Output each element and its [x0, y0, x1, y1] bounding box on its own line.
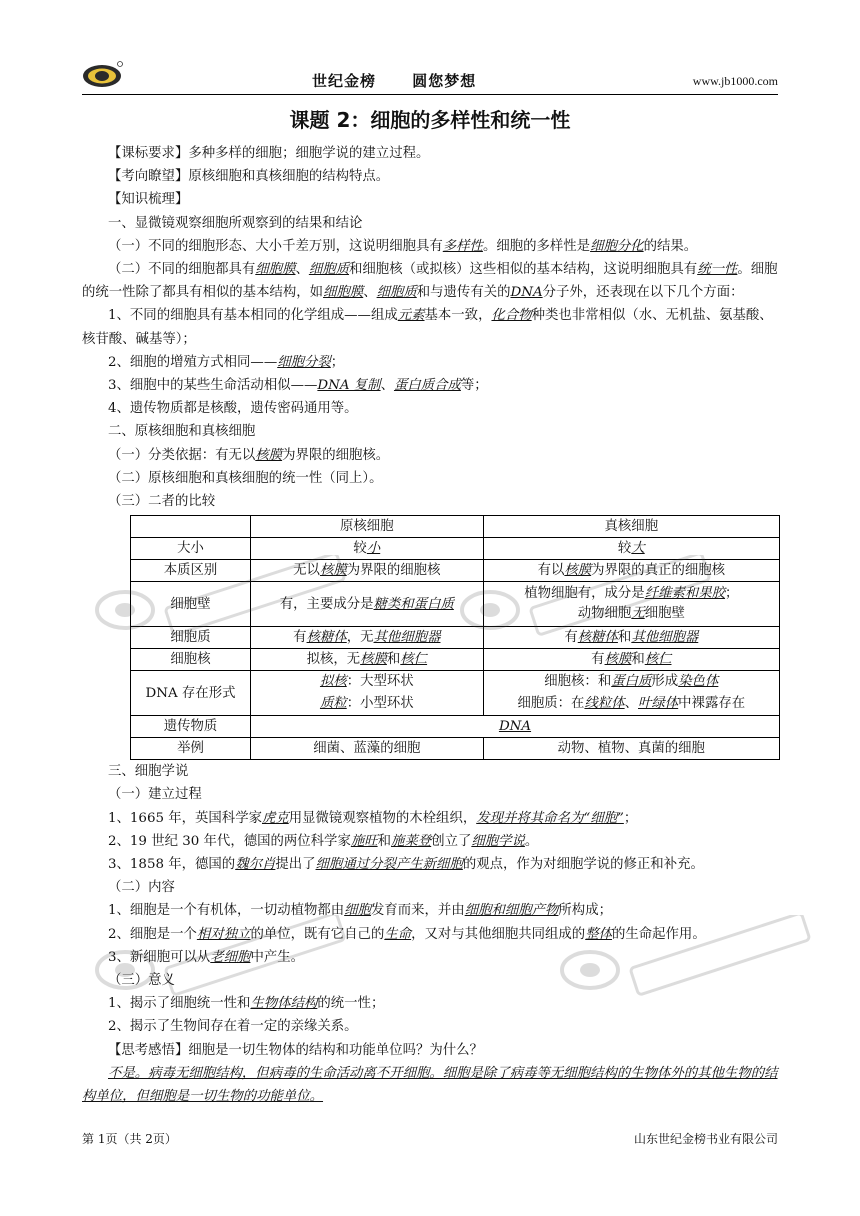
list-item: [82, 374, 778, 397]
text: ；: [623, 810, 638, 826]
requirement-text: 多种多样的细胞；细胞学说的建立过程。: [188, 146, 430, 161]
answer: 生物体结构: [250, 996, 318, 1012]
answer: 细胞通过分裂产生新细胞: [315, 857, 463, 873]
list-item: [82, 923, 778, 946]
brand-logo-icon: [82, 60, 124, 88]
table-header-cell: 真核细胞: [483, 516, 779, 538]
answer: 相对独立: [196, 926, 251, 942]
text: 动物细胞: [577, 606, 632, 622]
answer: 核仁: [644, 652, 672, 668]
answer: DNA: [498, 719, 532, 735]
text: 细胞壁: [644, 606, 685, 622]
text: 为界限的细胞核。: [282, 447, 390, 463]
table-cell: 动物、植物、真菌的细胞: [483, 738, 779, 760]
page-header: [82, 60, 778, 95]
text: ：大型环状: [346, 674, 414, 690]
text: 种类也非常相似（水、无机盐、氨基酸、核苷酸、碱基等）；: [82, 308, 773, 347]
table-header-row: [131, 516, 780, 538]
text: 的观点，作为对细胞学说的修正和补充。: [462, 857, 704, 873]
answer: 蛋白质合成: [393, 378, 461, 394]
list-item: [82, 992, 778, 1015]
table-cell: [251, 671, 484, 716]
row-label: 大小: [131, 538, 251, 560]
text: 和: [617, 630, 632, 646]
table-header-cell: [131, 516, 251, 538]
row-label: 细胞核: [131, 649, 251, 671]
paragraph: （二）原核细胞和真核细胞的统一性（同上）。: [108, 470, 383, 486]
row-label: 细胞质: [131, 627, 251, 649]
header-brand: [312, 70, 506, 91]
text: 和细胞核（或拟核）这些相似的基本结构，这说明细胞具有: [349, 262, 698, 278]
text: 有: [591, 652, 605, 668]
section-heading: 一、显微镜观察细胞所观察到的结果和结论: [108, 215, 363, 231]
text: 无以: [293, 563, 320, 579]
answer: 虎克: [261, 810, 289, 826]
section-heading: 二、原核细胞和真核细胞: [108, 424, 256, 440]
think-question: [82, 1039, 778, 1062]
answer: 核糖体: [306, 630, 347, 646]
text: 较: [353, 541, 367, 557]
answer: 核膜: [319, 563, 347, 579]
text: 较: [617, 541, 632, 557]
row-label: DNA 存在形式: [131, 671, 251, 716]
page-number: 第 1页（共 2页）: [82, 1132, 177, 1146]
text: 等；: [460, 378, 488, 394]
answer: 细胞膜: [255, 262, 296, 278]
answer: 细胞分化: [590, 238, 644, 254]
answer: 老细胞: [210, 949, 251, 965]
table-cell: [251, 627, 484, 649]
answer: 小: [366, 541, 381, 557]
think-question-text: 细胞是一切生物体的结构和功能单位吗？为什么？: [188, 1042, 483, 1058]
table-cell: [251, 649, 484, 671]
text: 的结果。: [643, 238, 698, 254]
document-body: [82, 142, 778, 1108]
answer: 细胞: [344, 903, 371, 919]
text: 3、新细胞可以从: [108, 949, 211, 965]
text: 基本一致，: [424, 308, 492, 324]
table-header-cell: 原核细胞: [251, 516, 484, 538]
answer: 纤维素和果胶: [644, 586, 726, 602]
answer: 核仁: [400, 652, 428, 668]
list-item: [82, 830, 778, 853]
answer: DNA: [510, 285, 543, 301]
text: 2、细胞的增殖方式相同——: [108, 354, 278, 370]
text: 和: [377, 833, 392, 849]
table-cell: [483, 627, 779, 649]
table-row: [131, 716, 780, 738]
answer: 多样性: [442, 238, 483, 254]
text: 的单位，既有它自己的: [250, 926, 385, 942]
text: 拟核，无: [306, 652, 361, 668]
answer: 拟核: [319, 674, 347, 690]
text: 创立了: [431, 833, 472, 849]
comparison-table: [130, 515, 780, 760]
footer-company: 山东世纪金榜书业有限公司: [633, 1132, 778, 1146]
requirement-line: [82, 142, 778, 165]
table-cell: [483, 538, 779, 560]
text: ，无: [346, 630, 374, 646]
row-label: 举例: [131, 738, 251, 760]
paragraph: [82, 258, 778, 304]
list-item: [82, 807, 778, 830]
brand-slogan: 圆您梦想: [412, 72, 477, 90]
text: 1、细胞是一个有机体，一切动植物都由: [108, 903, 345, 919]
text: （二）不同的细胞都具有: [108, 262, 256, 278]
text: 有: [293, 630, 307, 646]
text: 、: [295, 262, 309, 278]
table-row: [131, 582, 780, 627]
paragraph: （三）二者的比较: [108, 494, 216, 510]
answer: 魏尔肖: [235, 857, 276, 873]
answer: 核膜: [604, 652, 632, 668]
text: 。细胞的多样性是: [482, 238, 591, 254]
outlook-text: 原核细胞和真核细胞的结构特点。: [188, 169, 390, 185]
answer: 发现并将其命名为“细胞”: [476, 810, 624, 826]
row-label: 遗传物质: [131, 716, 251, 738]
answer: 核糖体: [577, 630, 618, 646]
answer: 整体: [585, 926, 612, 942]
answer: 细胞质: [376, 285, 417, 301]
table-row: [131, 538, 780, 560]
answer: 蛋白质: [611, 674, 652, 690]
text: 的统一性；: [317, 996, 385, 1012]
text: 3、细胞中的某些生命活动相似——: [108, 378, 318, 394]
text: 为界限的真正的细胞核: [591, 563, 726, 579]
section-heading: 三、细胞学说: [108, 764, 189, 780]
answer: 统一性: [697, 262, 738, 278]
answer: 线粒体: [584, 696, 625, 712]
row-label: 本质区别: [131, 560, 251, 582]
text: 和: [631, 652, 645, 668]
text: ，又对与其他细胞共同组成的: [411, 926, 586, 942]
answer: 化合物: [491, 308, 532, 324]
text: ；: [330, 354, 345, 370]
answer: 生命: [384, 926, 412, 942]
answer: 细胞分裂: [277, 354, 331, 370]
list-item: [82, 853, 778, 876]
answer: 细胞学说: [471, 833, 525, 849]
requirement-tag: 【课标要求】: [108, 146, 189, 161]
answer: 施莱登: [391, 833, 432, 849]
text: 发育而来，并由: [370, 903, 465, 919]
text: 中产生。: [250, 949, 304, 965]
text: 有以: [537, 563, 565, 579]
answer: 染色体: [678, 674, 719, 690]
text: 提出了: [275, 857, 316, 873]
text: 所构成；: [558, 903, 612, 919]
think-tag: 【思考感悟】: [108, 1042, 189, 1058]
answer: 其他细胞器: [373, 630, 441, 646]
answer: DNA 复制: [317, 378, 381, 394]
text: 1、1665 年，英国科学家: [108, 810, 262, 826]
paragraph: [82, 235, 778, 258]
text: 细胞质：在: [517, 696, 585, 712]
brand-name: 世纪金榜: [312, 72, 377, 90]
table-cell: [483, 649, 779, 671]
answer: 细胞和细胞产物: [464, 903, 559, 919]
text: 1、揭示了细胞统一性和: [108, 996, 251, 1012]
answer: 核膜: [255, 447, 283, 463]
text: 和与遗传有关的: [416, 285, 511, 301]
table-row: [131, 627, 780, 649]
knowledge-heading: 【知识梳理】: [108, 192, 189, 208]
text: 、: [363, 285, 377, 301]
table-row: [131, 671, 780, 716]
answer: 细胞膜: [323, 285, 364, 301]
text: 和: [386, 652, 401, 668]
text: 形成: [651, 674, 679, 690]
text: 。细胞的统一性除了都具有相似的基本结构，如: [82, 262, 778, 301]
text: 2、细胞是一个: [108, 926, 197, 942]
row-label: 细胞壁: [131, 582, 251, 627]
text: 细胞核：和: [544, 674, 612, 690]
subheading: （三）意义: [108, 973, 175, 989]
table-cell: [483, 560, 779, 582]
page-title: 课题 2：细胞的多样性和统一性: [289, 108, 571, 132]
table-cell: [251, 716, 780, 738]
text: 2、19 世纪 30 年代，德国的两位科学家: [108, 833, 351, 849]
answer: 核膜: [564, 563, 592, 579]
text: ：小型环状: [346, 696, 414, 712]
text: 、: [624, 696, 638, 712]
answer: 其他细胞器: [631, 630, 699, 646]
answer: 元素: [397, 308, 425, 324]
answer: 糖类和蛋白质: [373, 596, 454, 612]
text: （一）分类依据：有无以: [108, 447, 256, 463]
table-cell: [251, 560, 484, 582]
answer: 不是。病毒无细胞结构，但病毒的生命活动离不开细胞。细胞是除了病毒等无细胞结构的生物体外的其他生物的结构单位，但细胞是一切生物的功能单位。: [82, 1065, 778, 1105]
subheading: （二）内容: [108, 880, 175, 896]
text: （一）不同的细胞形态、大小千差万别，这说明细胞具有: [108, 238, 443, 254]
text: 植物细胞有，成分是: [524, 586, 645, 602]
answer: 质粒: [319, 696, 347, 712]
text: 3、1858 年，德国的: [108, 857, 236, 873]
list-item: 4、遗传物质都是核酸，遗传密码通用等。: [108, 401, 358, 417]
text: 中裸露存在: [678, 696, 746, 712]
text: 的生命起作用。: [611, 926, 706, 942]
paragraph: [82, 444, 778, 467]
answer: 无: [631, 606, 645, 622]
subheading: （一）建立过程: [108, 787, 202, 803]
answer: 施旺: [350, 833, 378, 849]
text: 用显微镜观察植物的木栓组织，: [288, 810, 477, 826]
outlook-tag: 【考向瞭望】: [108, 169, 189, 185]
list-item: [82, 304, 778, 350]
text: 。: [524, 833, 539, 849]
answer: 叶绿体: [638, 696, 679, 712]
outlook-line: [82, 165, 778, 188]
page-footer: [82, 1130, 778, 1147]
table-cell: [483, 582, 779, 627]
text: 分子外，还表现在以下几个方面：: [542, 285, 744, 301]
list-item: [82, 351, 778, 374]
header-website: www.jb1000.com: [692, 74, 778, 88]
think-answer: [82, 1062, 778, 1108]
list-item: [82, 946, 778, 969]
text: ；: [725, 586, 739, 602]
table-row: [131, 738, 780, 760]
table-cell: 细菌、蓝藻的细胞: [251, 738, 484, 760]
answer: 细胞质: [308, 262, 350, 278]
text: 、: [380, 378, 394, 394]
list-item: 2、揭示了生物间存在着一定的亲缘关系。: [108, 1019, 358, 1035]
table-cell: [251, 538, 484, 560]
table-row: [131, 560, 780, 582]
text: 有，主要成分是: [279, 596, 374, 612]
text: 有: [564, 630, 578, 646]
list-item: [82, 899, 778, 922]
table-cell: [251, 582, 484, 627]
answer: 核膜: [360, 652, 387, 668]
text: 为界限的细胞核: [346, 563, 441, 579]
answer: 大: [631, 541, 645, 557]
table-row: [131, 649, 780, 671]
text: 1、不同的细胞具有基本相同的化学组成——组成: [108, 308, 398, 324]
table-cell: [483, 671, 779, 716]
